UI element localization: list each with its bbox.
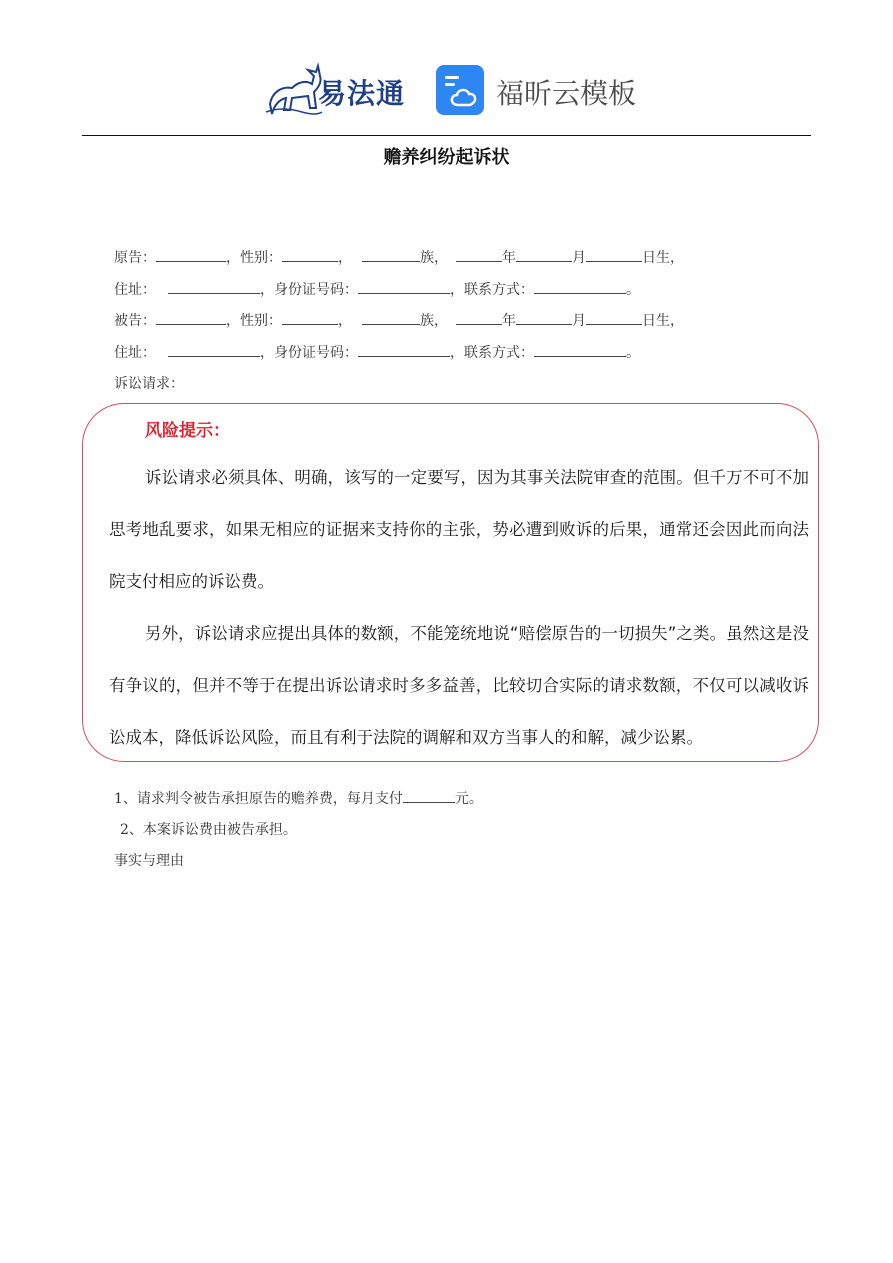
id-label: ，身份证号码： — [260, 345, 358, 361]
contact-label: ，联系方式： — [450, 345, 534, 361]
defendant-day-blank[interactable] — [586, 310, 642, 325]
defendant-name-blank[interactable] — [156, 310, 226, 325]
plaintiff-contact-blank[interactable] — [534, 279, 626, 294]
id-label: ，身份证号码： — [260, 282, 358, 298]
risk-paragraph-2: 另外，诉讼请求应提出具体的数额，不能笼统地说“赔偿原告的一切损失”之类。虽然这是没有争议的，但并不等于在提出诉讼请求时多多益善，比较切合实际的请求数额，不仅可以减收诉讼成本，降低诉讼风险，而且有利于法院的调解和双方当事人的和解，减少讼累。 — [109, 624, 809, 747]
address-label: 住址： — [114, 282, 156, 298]
period: 。 — [626, 345, 640, 361]
day-born-label: 日生， — [642, 313, 684, 329]
defendant-gender-blank[interactable] — [282, 310, 338, 325]
plaintiff-ethnicity-blank[interactable] — [362, 247, 420, 262]
logo-foxit-cloud-text: 福昕云模板 — [496, 77, 637, 110]
plaintiff-line — [114, 247, 684, 267]
month-label: 月 — [572, 313, 586, 329]
foxit-cloud-logo-icon — [436, 65, 484, 115]
comma: ， — [338, 250, 352, 266]
day-born-label: 日生， — [642, 250, 684, 266]
claim-item-1-suffix: 元。 — [454, 791, 483, 807]
document-title: 赡养纠纷起诉状 — [383, 147, 510, 168]
defendant-month-blank[interactable] — [516, 310, 572, 325]
year-label: 年 — [502, 313, 516, 329]
ethnicity-suffix: 族， — [420, 250, 448, 266]
defendant-ethnicity-blank[interactable] — [362, 310, 420, 325]
contact-label: ，联系方式： — [450, 282, 534, 298]
claim-item-1 — [114, 788, 483, 808]
comma: ， — [338, 313, 352, 329]
plaintiff-address-blank[interactable] — [168, 279, 260, 294]
month-label: 月 — [572, 250, 586, 266]
plaintiff-year-blank[interactable] — [456, 247, 502, 262]
risk-warning-title: 风险提示： — [145, 421, 230, 441]
plaintiff-label: 原告： — [114, 250, 156, 266]
plaintiff-name-blank[interactable] — [156, 247, 226, 262]
gender-label: ，性别： — [226, 250, 282, 266]
plaintiff-gender-blank[interactable] — [282, 247, 338, 262]
plaintiff-day-blank[interactable] — [586, 247, 642, 262]
period: 。 — [626, 282, 640, 298]
risk-paragraph-1: 诉讼请求必须具体、明确，该写的一定要写，因为其事关法院审查的范围。但千万不可不加思考地乱要求，如果无相应的证据来支持你的主张，势必遭到败诉的后果，通常还会因此而向法院支付相应的诉讼费。 — [109, 468, 809, 591]
plaintiff-month-blank[interactable] — [516, 247, 572, 262]
defendant-year-blank[interactable] — [456, 310, 502, 325]
defendant-contact-blank[interactable] — [534, 342, 626, 357]
defendant-address-blank[interactable] — [168, 342, 260, 357]
ethnicity-suffix: 族， — [420, 313, 448, 329]
header-divider — [82, 135, 811, 136]
defendant-label: 被告： — [114, 313, 156, 329]
year-label: 年 — [502, 250, 516, 266]
risk-warning-box — [82, 403, 819, 762]
plaintiff-id-blank[interactable] — [358, 279, 450, 294]
claim-item-2: 2、本案诉讼费由被告承担。 — [120, 822, 297, 838]
monthly-amount-blank[interactable] — [403, 788, 455, 803]
defendant-id-blank[interactable] — [358, 342, 450, 357]
facts-and-reasons-heading: 事实与理由 — [114, 853, 184, 869]
address-label: 住址： — [114, 345, 156, 361]
header — [0, 58, 893, 128]
claims-label: 诉讼请求： — [114, 376, 184, 392]
plaintiff-address-line — [114, 279, 640, 299]
gender-label: ，性别： — [226, 313, 282, 329]
defendant-line — [114, 310, 684, 330]
logo-yifatong-text: 易法通 — [318, 77, 406, 110]
claim-item-1-text: 1、请求判令被告承担原告的赡养费，每月支付 — [114, 791, 403, 807]
defendant-address-line — [114, 342, 640, 362]
